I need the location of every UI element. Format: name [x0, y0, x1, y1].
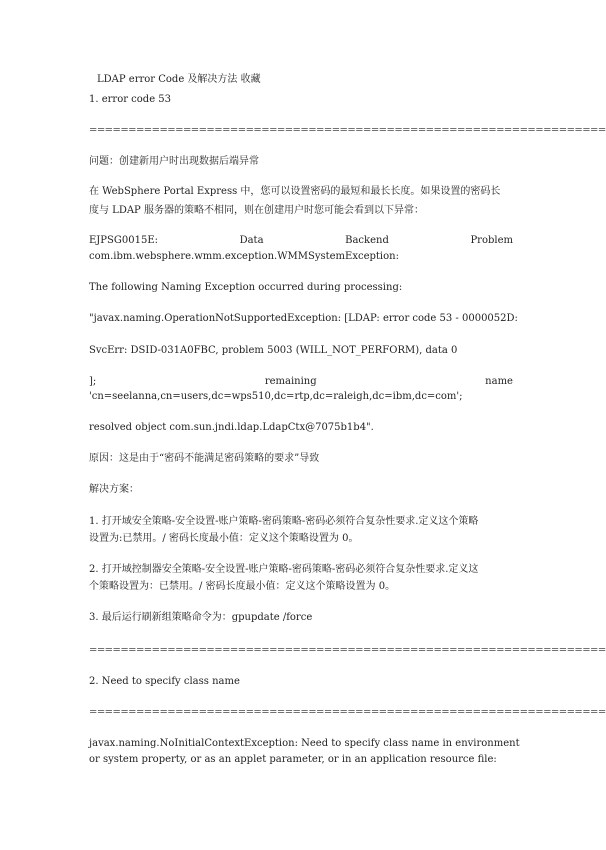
error-code-word: Problem — [470, 235, 513, 246]
solution-heading: 解决方案： — [89, 484, 139, 495]
intro-line-2: 度与 LDAP 服务器的策略不相同，则在创建用户时您可能会看到以下异常： — [89, 205, 424, 216]
naming-exception-line: The following Naming Exception occurred during processing: — [89, 282, 403, 293]
nic-exception-line-2: or system property, or as an applet parameter, or in an application resource file: — [89, 754, 497, 765]
resolved-object-line: resolved object com.sun.jndi.ldap.LdapCtx@7075b1b4". — [89, 422, 374, 433]
separator-line: ================================================================== — [89, 707, 606, 718]
section-1-heading: 1. error code 53 — [89, 94, 172, 105]
svcerr-line: SvcErr: DSID-031A0FBC, problem 5003 (WILL_NOT_PERFORM), data 0 — [89, 345, 458, 356]
error-code-word: EJPSG0015E: — [89, 235, 158, 246]
exception-class-line: com.ibm.websphere.wmm.exception.WMMSystemException: — [89, 251, 399, 262]
nic-exception-line-1: javax.naming.NoInitialContextException: Need to specify class name in environment — [89, 738, 520, 749]
remaining-name-line — [89, 375, 513, 388]
remaining-word: ]; — [89, 376, 97, 387]
cause-text: 原因：这是由于“密码不能满足密码策略的要求”导致 — [89, 453, 320, 464]
step-3-line: 3. 最后运行刷新组策略命令为：gpupdate /force — [89, 612, 313, 623]
dn-line: 'cn=seelanna,cn=users,dc=wps510,dc=rtp,dc=raleigh,dc=ibm,dc=com'; — [89, 391, 463, 402]
error-code-word: Data — [239, 235, 264, 246]
separator-line: ================================================================== — [89, 645, 606, 656]
javax-exception-line: "javax.naming.OperationNotSupportedException: [LDAP: error code 53 - 0000052D: — [89, 313, 518, 324]
section-2-heading: 2. Need to specify class name — [89, 676, 240, 687]
step-2-line-2: 个策略设置为：已禁用。/ 密码长度最小值：定义这个策略设置为 0。 — [89, 581, 396, 592]
intro-line-1: 在 WebSphere Portal Express 中，您可以设置密码的最短和最长长度。如果设置的密码长 — [89, 186, 501, 197]
error-code-word: Backend — [345, 235, 389, 246]
step-1-line-1: 1. 打开域安全策略-安全设置-账户策略-密码策略-密码必须符合复杂性要求.定义这个策略 — [89, 516, 479, 527]
doc-title: LDAP error Code 及解决方法 收藏 — [97, 74, 261, 85]
remaining-word: name — [485, 376, 513, 387]
step-2-line-1: 2. 打开域控制器安全策略-安全设置-账户策略-密码策略-密码必须符合复杂性要求.定义这 — [89, 564, 479, 575]
error-code-line — [89, 234, 513, 247]
separator-line: ================================================================== — [89, 125, 606, 136]
problem-text: 问题：创建新用户时出现数据后端异常 — [89, 156, 259, 167]
step-1-line-2: 设置为:已禁用。/ 密码长度最小值：定义这个策略设置为 0。 — [89, 533, 359, 544]
remaining-word: remaining — [264, 376, 317, 387]
